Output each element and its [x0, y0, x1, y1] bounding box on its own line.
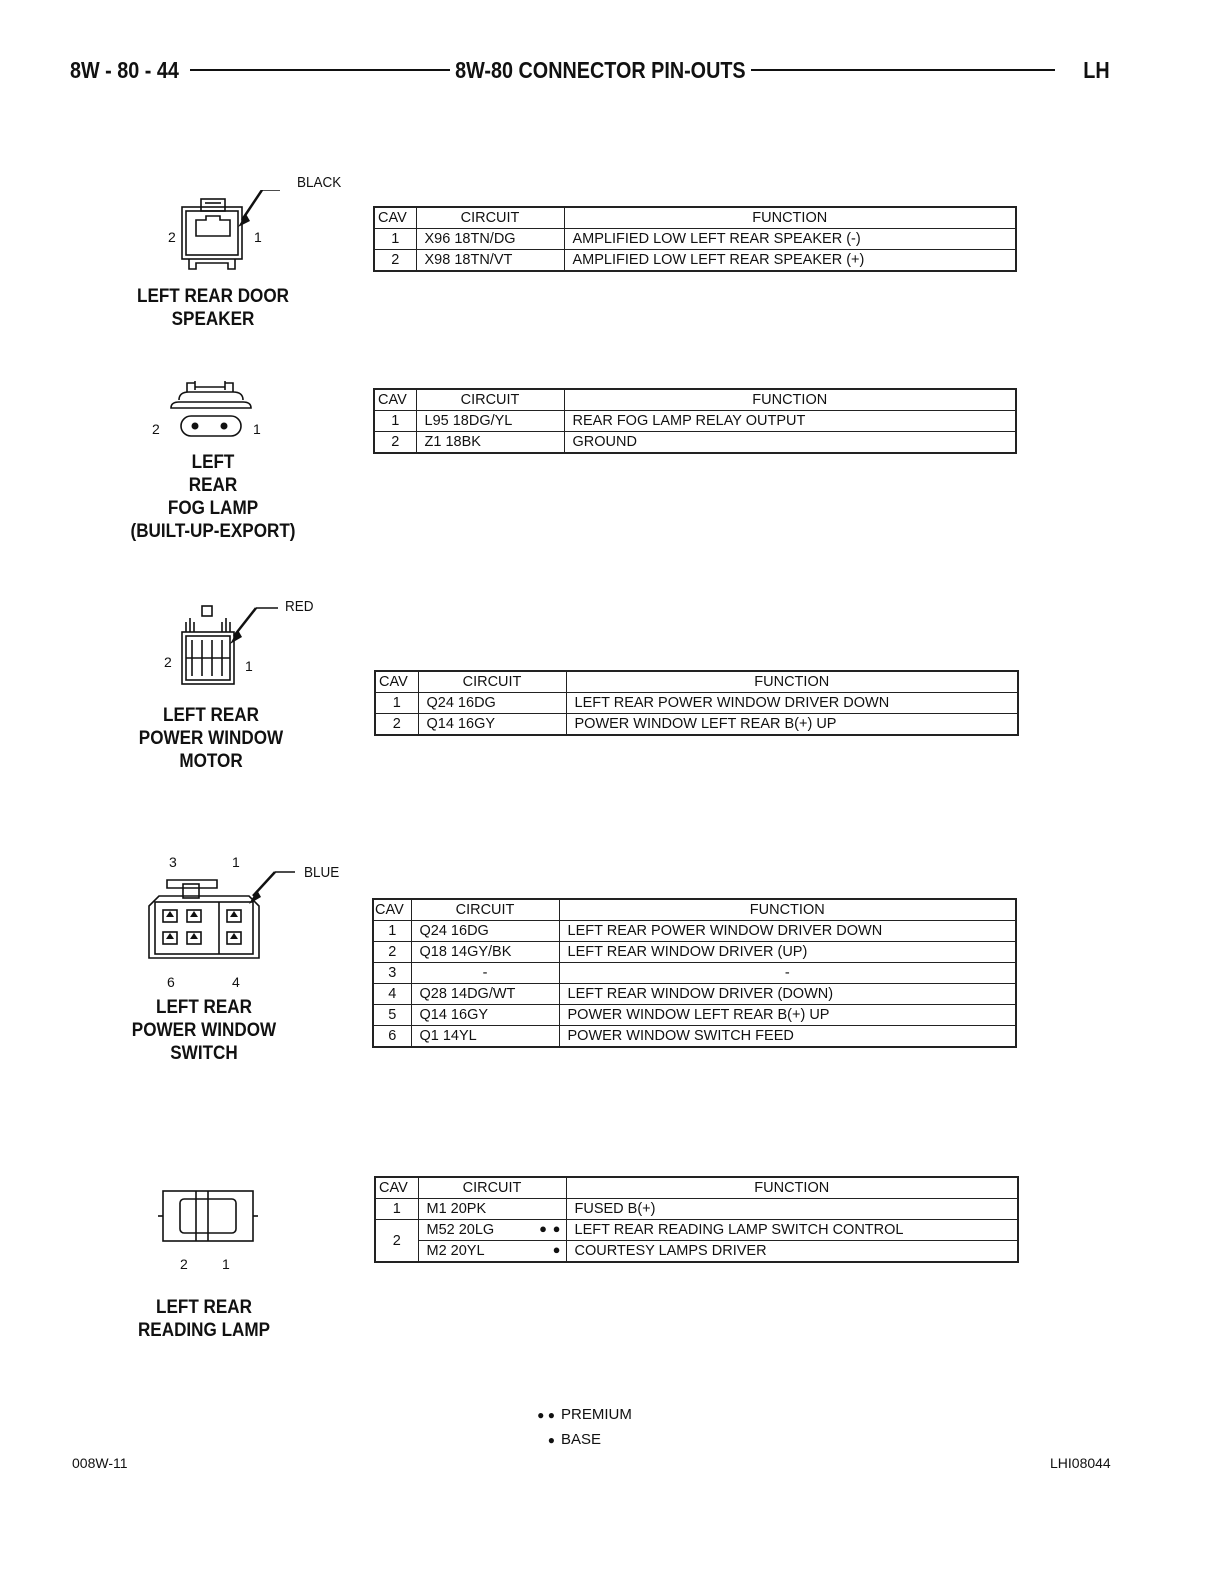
table-row [375, 1241, 1018, 1263]
pinout-table-door-speaker [373, 206, 1017, 272]
circuit-cell: Q28 14DG/WT [411, 984, 559, 1005]
pin-label: 2 [180, 1256, 188, 1272]
function-cell: GROUND [564, 432, 1016, 454]
header-rule-right [740, 69, 1055, 71]
function-cell: FUSED B(+) [566, 1199, 1018, 1220]
pin-label: 3 [169, 854, 177, 870]
pin-label: 1 [222, 1256, 230, 1272]
connector-name-reading-lamp: LEFT REAR READING LAMP [137, 1297, 271, 1341]
pinout-table-window-motor [374, 670, 1019, 736]
cav-header: CAV [375, 671, 418, 693]
pin-label: 2 [164, 654, 172, 670]
table-header-row [374, 389, 1016, 411]
cav-cell: 1 [375, 693, 418, 714]
window-switch-connector-drawing [145, 862, 295, 972]
connector-name-window-motor: LEFT REAR POWER WINDOW MOTOR [138, 705, 284, 772]
cav-cell: 4 [373, 984, 411, 1005]
circuit-header: CIRCUIT [418, 671, 566, 693]
cav-cell: 2 [374, 432, 416, 454]
circuit-code: M2 20YL [426, 1243, 485, 1259]
cav-cell: 2 [374, 250, 416, 272]
cav-cell: 1 [374, 411, 416, 432]
circuit-cell: - [411, 963, 559, 984]
cav-header: CAV [373, 899, 411, 921]
door-speaker-connector-drawing [170, 190, 280, 275]
pin-label: 1 [232, 854, 240, 870]
table-row [373, 984, 1016, 1005]
cav-cell: 6 [373, 1026, 411, 1048]
legend-marker: ● [547, 1433, 555, 1447]
cav-cell: 1 [374, 229, 416, 250]
pin-label: 4 [232, 974, 240, 990]
function-cell: POWER WINDOW SWITCH FEED [559, 1026, 1016, 1048]
circuit-code: M52 20LG [426, 1222, 495, 1238]
table-header-row [374, 207, 1016, 229]
reading-lamp-connector-drawing [158, 1185, 263, 1250]
circuit-cell: X96 18TN/DG [416, 229, 564, 250]
window-motor-connector-drawing [178, 600, 288, 688]
table-header-row [373, 899, 1016, 921]
table-row [373, 1005, 1016, 1026]
table-row [375, 714, 1018, 736]
table-row [373, 1026, 1016, 1048]
circuit-header: CIRCUIT [416, 389, 564, 411]
legend-label: PREMIUM [561, 1406, 632, 1423]
pin-label: 1 [245, 658, 253, 674]
function-cell: AMPLIFIED LOW LEFT REAR SPEAKER (-) [564, 229, 1016, 250]
cav-header: CAV [374, 389, 416, 411]
table-header-row [375, 671, 1018, 693]
legend-marker: ● ● [537, 1408, 555, 1422]
cav-cell: 1 [375, 1199, 418, 1220]
pinout-table-fog-lamp [373, 388, 1017, 454]
function-cell: AMPLIFIED LOW LEFT REAR SPEAKER (+) [564, 250, 1016, 272]
section-code: LH [1078, 55, 1110, 85]
pinout-table-reading-lamp [374, 1176, 1019, 1263]
function-cell: COURTESY LAMPS DRIVER [566, 1241, 1018, 1263]
circuit-cell: Q1 14YL [411, 1026, 559, 1048]
premium-marker: ● ● [539, 1221, 562, 1236]
table-row [373, 963, 1016, 984]
function-cell: - [559, 963, 1016, 984]
base-marker: ● [552, 1242, 562, 1257]
function-header: FUNCTION [566, 1177, 1018, 1199]
cav-cell: 2 [375, 714, 418, 736]
page-title: 8W-80 CONNECTOR PIN-OUTS [450, 55, 751, 85]
function-cell: POWER WINDOW LEFT REAR B(+) UP [566, 714, 1018, 736]
legend-label: BASE [561, 1431, 602, 1448]
footer-right-code: LHI08044 [1050, 1455, 1111, 1471]
table-row [374, 250, 1016, 272]
function-cell: POWER WINDOW LEFT REAR B(+) UP [559, 1005, 1016, 1026]
page-number: 8W - 80 - 44 [70, 55, 184, 85]
circuit-cell: Q24 16DG [411, 921, 559, 942]
circuit-cell: Z1 18BK [416, 432, 564, 454]
function-header: FUNCTION [564, 389, 1016, 411]
circuit-header: CIRCUIT [418, 1177, 566, 1199]
circuit-cell: Q14 16GY [418, 714, 566, 736]
circuit-cell: L95 18DG/YL [416, 411, 564, 432]
connector-color-label: RED [285, 598, 314, 615]
cav-cell: 2 [375, 1220, 418, 1263]
circuit-cell [418, 1241, 566, 1263]
function-cell: LEFT REAR WINDOW DRIVER (DOWN) [559, 984, 1016, 1005]
cav-cell: 2 [373, 942, 411, 963]
connector-name-fog-lamp: LEFT REAR FOG LAMP (BUILT-UP-EXPORT) [130, 452, 296, 542]
circuit-cell: Q24 16DG [418, 693, 566, 714]
function-cell: REAR FOG LAMP RELAY OUTPUT [564, 411, 1016, 432]
circuit-cell: X98 18TN/VT [416, 250, 564, 272]
cav-cell: 1 [373, 921, 411, 942]
circuit-cell [418, 1220, 566, 1241]
circuit-header: CIRCUIT [411, 899, 559, 921]
pinout-table-window-switch [372, 898, 1017, 1048]
table-row [375, 1199, 1018, 1220]
circuit-header: CIRCUIT [416, 207, 564, 229]
legend-base [525, 1431, 601, 1448]
function-header: FUNCTION [564, 207, 1016, 229]
legend-premium [525, 1406, 632, 1423]
function-cell: LEFT REAR POWER WINDOW DRIVER DOWN [566, 693, 1018, 714]
connector-color-label: BLACK [297, 174, 342, 191]
circuit-cell: Q18 14GY/BK [411, 942, 559, 963]
circuit-cell: M1 20PK [418, 1199, 566, 1220]
function-cell: LEFT REAR WINDOW DRIVER (UP) [559, 942, 1016, 963]
table-row [374, 411, 1016, 432]
table-row [375, 1220, 1018, 1241]
function-header: FUNCTION [566, 671, 1018, 693]
connector-name-door-speaker: LEFT REAR DOOR SPEAKER [136, 286, 289, 330]
fog-lamp-connector-drawing [165, 378, 265, 440]
function-cell: LEFT REAR POWER WINDOW DRIVER DOWN [559, 921, 1016, 942]
pin-label: 2 [168, 229, 176, 245]
table-row [375, 693, 1018, 714]
pin-label: 2 [152, 421, 160, 437]
cav-cell: 5 [373, 1005, 411, 1026]
table-header-row [375, 1177, 1018, 1199]
circuit-cell: Q14 16GY [411, 1005, 559, 1026]
page-header [70, 55, 1110, 85]
cav-header: CAV [375, 1177, 418, 1199]
connector-name-window-switch: LEFT REAR POWER WINDOW SWITCH [131, 997, 277, 1064]
table-row [374, 229, 1016, 250]
function-header: FUNCTION [559, 899, 1016, 921]
pin-label: 1 [253, 421, 261, 437]
table-row [373, 942, 1016, 963]
footer-left-code: 008W-11 [72, 1455, 128, 1471]
cav-cell: 3 [373, 963, 411, 984]
cav-header: CAV [374, 207, 416, 229]
connector-color-label: BLUE [304, 864, 340, 881]
pin-label: 1 [254, 229, 262, 245]
table-row [374, 432, 1016, 454]
pin-label: 6 [167, 974, 175, 990]
table-row [373, 921, 1016, 942]
function-cell: LEFT REAR READING LAMP SWITCH CONTROL [566, 1220, 1018, 1241]
